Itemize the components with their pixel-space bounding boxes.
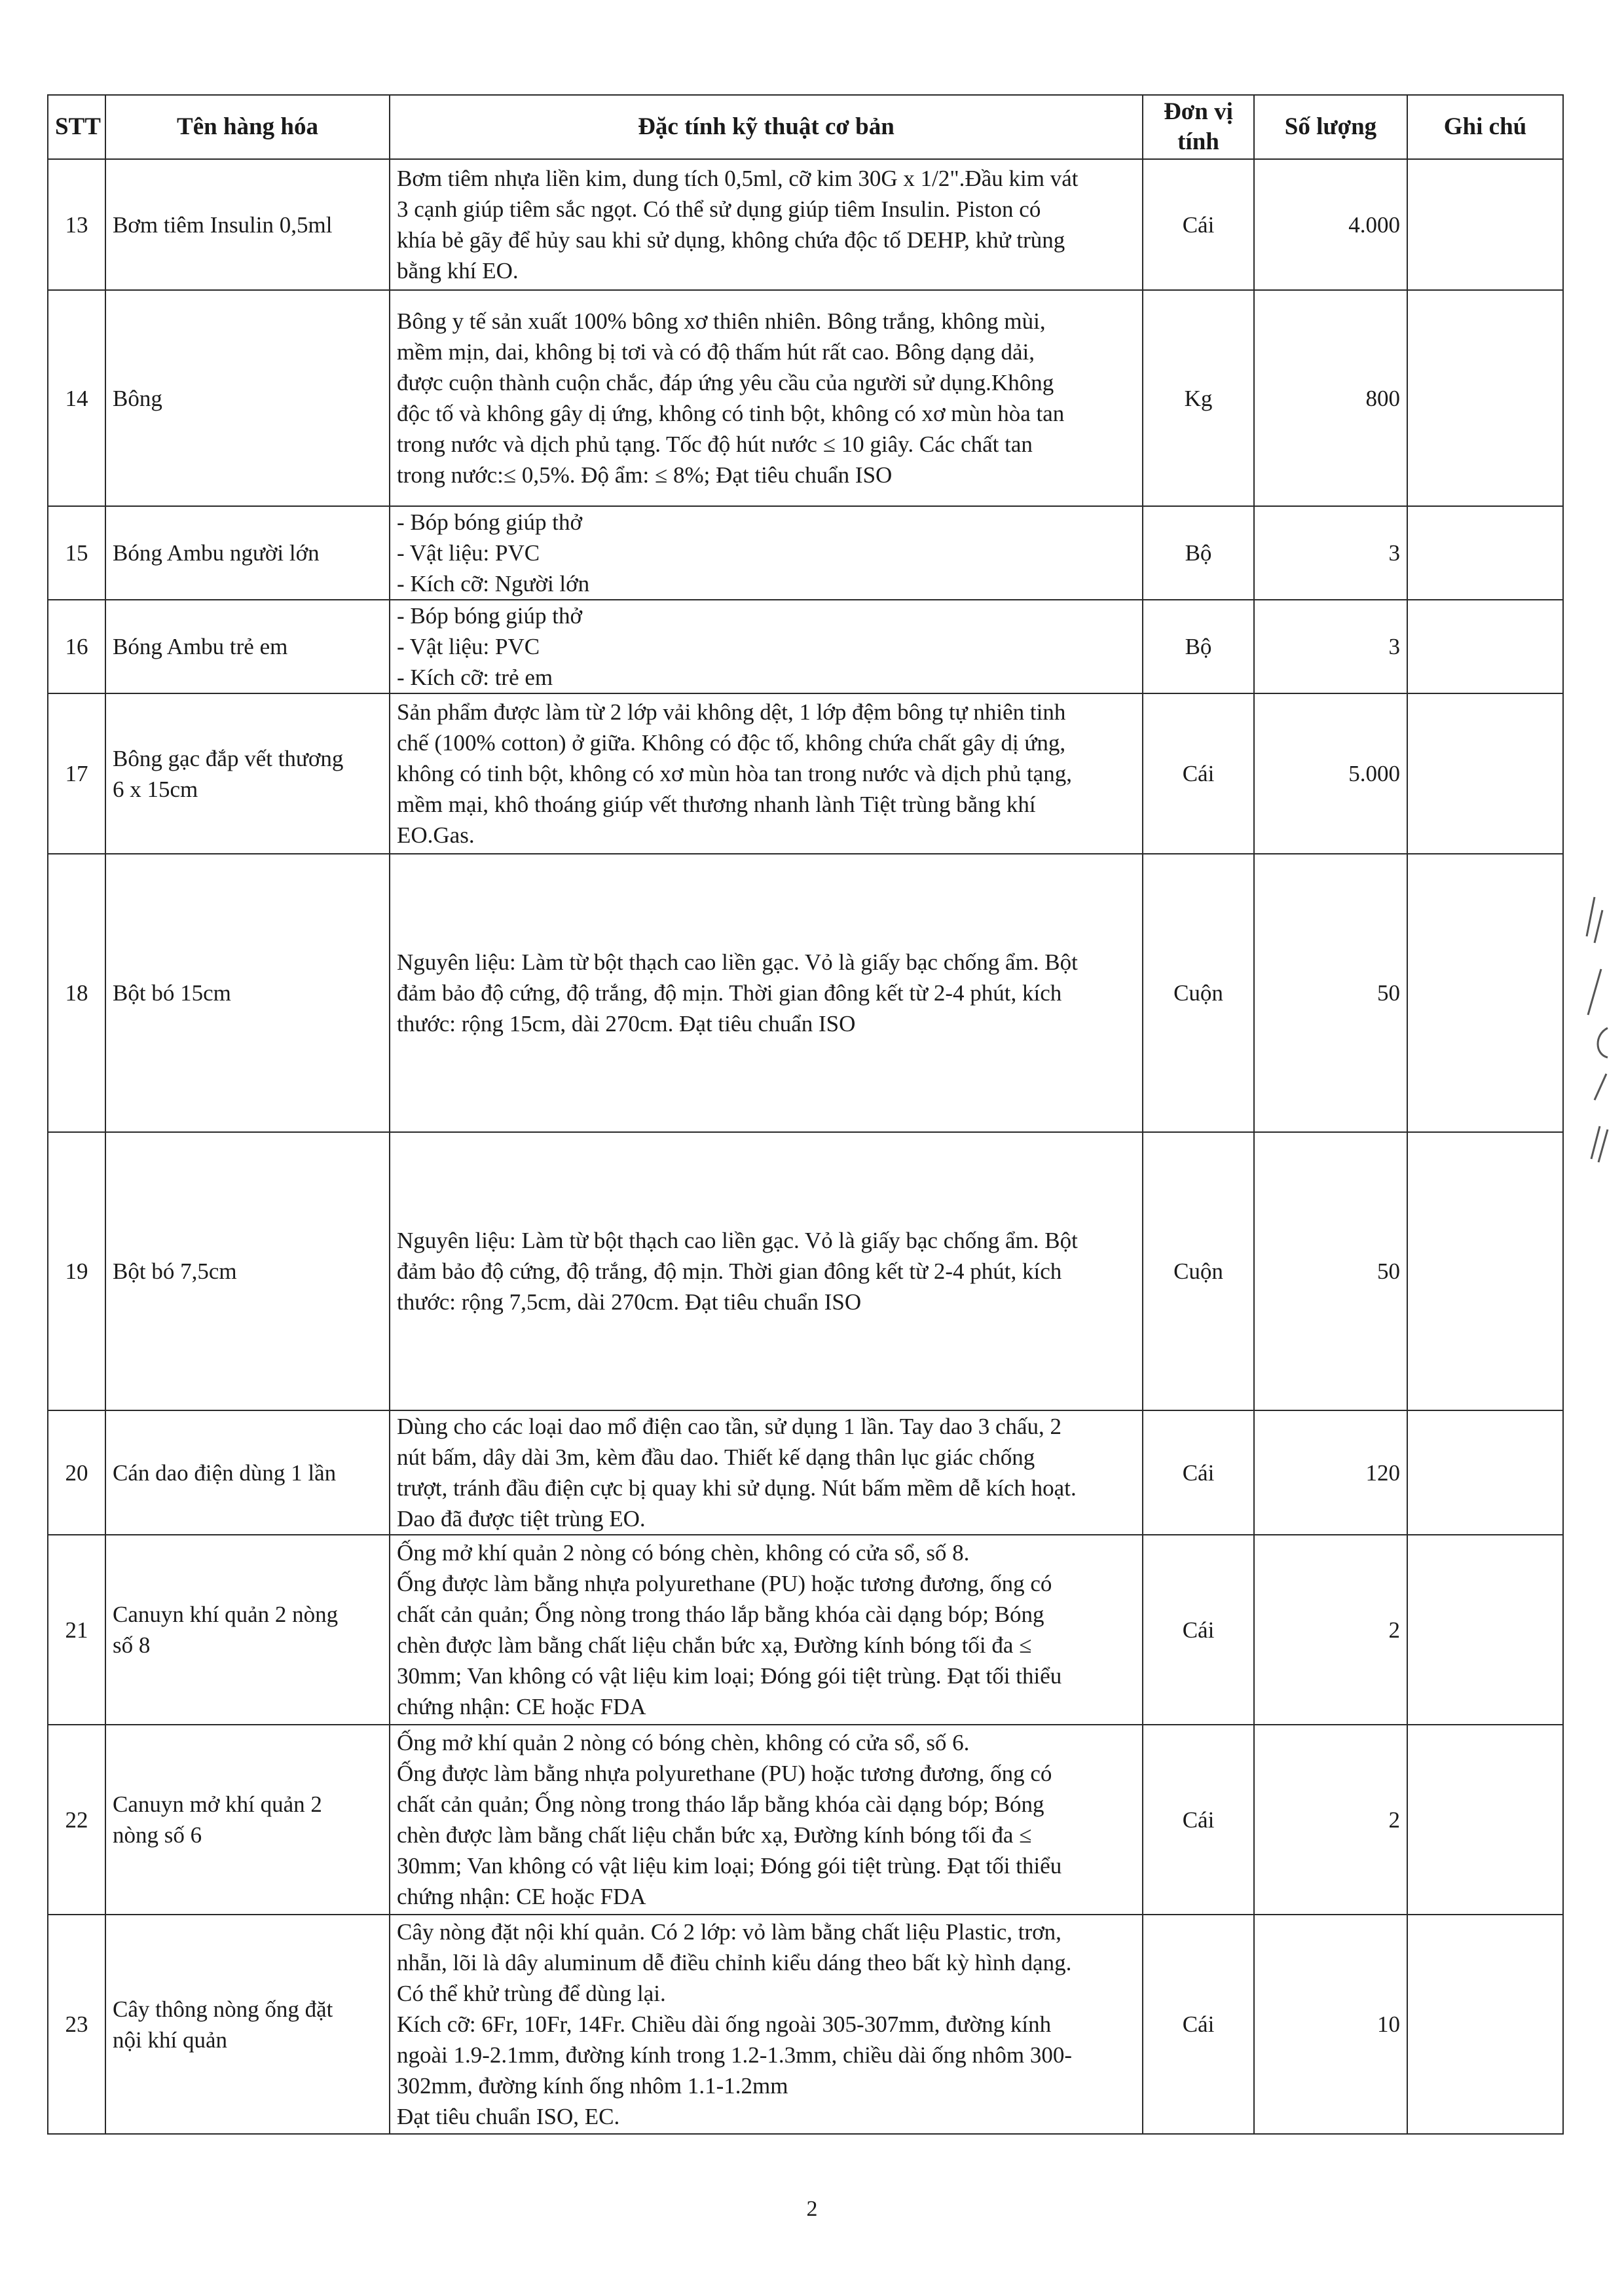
cell-spec-line: mềm mịn, dai, không bị tơi và có độ thấm hút rất cao. Bông dạng dải, bbox=[397, 339, 1035, 365]
cell-spec bbox=[390, 1535, 1143, 1725]
cell-name bbox=[105, 506, 390, 600]
cell-unit: Cái bbox=[1143, 693, 1254, 854]
cell-spec-line: - Bóp bóng giúp thở bbox=[397, 509, 582, 535]
cell-spec-line: - Bóp bóng giúp thở bbox=[397, 603, 582, 629]
cell-stt: 21 bbox=[48, 1535, 105, 1725]
cell-stt: 13 bbox=[48, 159, 105, 290]
cell-spec-line: thước: rộng 15cm, dài 270cm. Đạt tiêu chuẩn ISO bbox=[397, 1011, 856, 1037]
cell-stt: 18 bbox=[48, 854, 105, 1132]
cell-qty: 5.000 bbox=[1254, 693, 1407, 854]
cell-name bbox=[105, 1132, 390, 1410]
cell-name bbox=[105, 1915, 390, 2134]
table-row bbox=[48, 1915, 1563, 2134]
cell-spec-line: Nguyên liệu: Làm từ bột thạch cao liền gạc. Vỏ là giấy bạc chống ẩm. Bột bbox=[397, 949, 1078, 975]
cell-spec-line: Dao đã được tiệt trùng EO. bbox=[397, 1506, 646, 1532]
cell-note bbox=[1407, 693, 1563, 854]
cell-qty: 2 bbox=[1254, 1535, 1407, 1725]
cell-name bbox=[105, 159, 390, 290]
cell-note bbox=[1407, 1410, 1563, 1535]
table-row bbox=[48, 1410, 1563, 1535]
cell-unit: Cái bbox=[1143, 1725, 1254, 1915]
table-row bbox=[48, 290, 1563, 506]
cell-name bbox=[105, 854, 390, 1132]
cell-spec-line: được cuộn thành cuộn chắc, đáp ứng yêu cầu của người sử dụng.Không bbox=[397, 370, 1054, 395]
cell-stt: 15 bbox=[48, 506, 105, 600]
cell-note bbox=[1407, 854, 1563, 1132]
cell-qty: 4.000 bbox=[1254, 159, 1407, 290]
cell-name-line: Bột bó 15cm bbox=[113, 980, 231, 1006]
cell-name-line: Cán dao điện dùng 1 lần bbox=[113, 1460, 337, 1486]
cell-spec-line: Bơm tiêm nhựa liền kim, dung tích 0,5ml, cỡ kim 30G x 1/2".Đầu kim vát bbox=[397, 166, 1079, 191]
cell-spec-line: Cây nòng đặt nội khí quản. Có 2 lớp: vỏ làm bằng chất liệu Plastic, trơn, bbox=[397, 1919, 1061, 1945]
header-qty: Số lượng bbox=[1254, 95, 1407, 159]
cell-name bbox=[105, 1410, 390, 1535]
cell-spec bbox=[390, 600, 1143, 693]
cell-name-line: nòng số 6 bbox=[113, 1822, 202, 1848]
cell-spec-line: Bông y tế sản xuất 100% bông xơ thiên nhiên. Bông trắng, không mùi, bbox=[397, 308, 1046, 334]
cell-stt: 16 bbox=[48, 600, 105, 693]
cell-name bbox=[105, 1535, 390, 1725]
cell-spec bbox=[390, 1915, 1143, 2134]
cell-name bbox=[105, 1725, 390, 1915]
cell-spec-line: Có thể khử trùng để dùng lại. bbox=[397, 1981, 666, 2006]
cell-qty: 50 bbox=[1254, 1132, 1407, 1410]
cell-name-line: Bông bbox=[113, 385, 162, 411]
cell-spec-line: chứng nhận: CE hoặc FDA bbox=[397, 1694, 646, 1719]
cell-qty: 10 bbox=[1254, 1915, 1407, 2134]
cell-spec-line: 30mm; Van không có vật liệu kim loại; Đóng gói tiệt trùng. Đạt tối thiểu bbox=[397, 1853, 1062, 1879]
cell-spec-line: trượt, tránh đầu điện cực bị quay khi sử dụng. Nút bấm mềm dễ kích hoạt. bbox=[397, 1475, 1077, 1501]
cell-spec-line: 302mm, đường kính ống nhôm 1.1-1.2mm bbox=[397, 2073, 788, 2099]
table-row bbox=[48, 506, 1563, 600]
cell-spec-line: trong nước:≤ 0,5%. Độ ẩm: ≤ 8%; Đạt tiêu chuẩn ISO bbox=[397, 462, 893, 488]
cell-spec-line: chất cản quản; Ống nòng trong tháo lắp bằng khóa cài dạng bóp; Bóng bbox=[397, 1791, 1044, 1817]
goods-table bbox=[47, 94, 1564, 2135]
cell-unit: Cái bbox=[1143, 1535, 1254, 1725]
cell-spec bbox=[390, 506, 1143, 600]
cell-stt: 17 bbox=[48, 693, 105, 854]
cell-name-line: Bột bó 7,5cm bbox=[113, 1258, 237, 1284]
cell-spec-line: Kích cỡ: 6Fr, 10Fr, 14Fr. Chiều dài ống ngoài 305-307mm, đường kính bbox=[397, 2011, 1052, 2037]
cell-spec bbox=[390, 290, 1143, 506]
cell-name-line: Bóng Ambu trẻ em bbox=[113, 634, 288, 659]
cell-unit: Cuộn bbox=[1143, 854, 1254, 1132]
cell-spec-line: - Vật liệu: PVC bbox=[397, 634, 540, 659]
cell-note bbox=[1407, 159, 1563, 290]
cell-spec-line: EO.Gas. bbox=[397, 822, 475, 848]
cell-note bbox=[1407, 506, 1563, 600]
header-row bbox=[48, 95, 1563, 159]
cell-spec-line: 30mm; Van không có vật liệu kim loại; Đóng gói tiệt trùng. Đạt tối thiểu bbox=[397, 1663, 1062, 1689]
cell-name-line: số 8 bbox=[113, 1632, 151, 1658]
header-unit-line: tính bbox=[1177, 128, 1219, 155]
table-row bbox=[48, 1535, 1563, 1725]
cell-spec-line: khía bẻ gãy để hủy sau khi sử dụng, không chứa độc tố DEHP, khử trùng bbox=[397, 227, 1065, 253]
cell-unit: Cái bbox=[1143, 1915, 1254, 2134]
cell-spec-line: chèn được làm bằng chất liệu chắn bức xạ, Đường kính bóng tối đa ≤ bbox=[397, 1822, 1032, 1848]
cell-spec-line: 3 cạnh giúp tiêm sắc ngọt. Có thể sử dụng giúp tiêm Insulin. Piston có bbox=[397, 196, 1041, 222]
cell-unit: Bộ bbox=[1143, 600, 1254, 693]
cell-spec bbox=[390, 1725, 1143, 1915]
cell-name-line: Bóng Ambu người lớn bbox=[113, 540, 320, 566]
cell-spec-line: chất cản quản; Ống nòng trong tháo lắp bằng khóa cài dạng bóp; Bóng bbox=[397, 1602, 1044, 1627]
cell-note bbox=[1407, 600, 1563, 693]
cell-note bbox=[1407, 1132, 1563, 1410]
cell-qty: 3 bbox=[1254, 506, 1407, 600]
cell-spec-line: Ống được làm bằng nhựa polyurethane (PU) hoặc tương đương, ống có bbox=[397, 1761, 1052, 1786]
cell-name-line: Cây thông nòng ống đặt bbox=[113, 1996, 333, 2022]
header-unit bbox=[1143, 95, 1254, 159]
handwritten-mark-icon bbox=[1575, 890, 1621, 1166]
cell-qty: 120 bbox=[1254, 1410, 1407, 1535]
cell-note bbox=[1407, 290, 1563, 506]
cell-unit: Cái bbox=[1143, 159, 1254, 290]
cell-spec-line: Dùng cho các loại dao mổ điện cao tần, sử dụng 1 lần. Tay dao 3 chấu, 2 bbox=[397, 1414, 1062, 1439]
table-row bbox=[48, 693, 1563, 854]
cell-spec bbox=[390, 1132, 1143, 1410]
cell-spec-line: chế (100% cotton) ở giữa. Không có độc tố, không chứa chất gây dị ứng, bbox=[397, 730, 1066, 756]
cell-spec-line: độc tố và không gây dị ứng, không có tinh bột, không có xơ mùn hòa tan bbox=[397, 401, 1065, 426]
cell-name-line: Bông gạc đắp vết thương bbox=[113, 745, 344, 771]
cell-spec-line: bằng khí EO. bbox=[397, 258, 519, 284]
cell-spec-line: mềm mại, khô thoáng giúp vết thương nhanh lành Tiệt trùng bằng khí bbox=[397, 792, 1036, 817]
page-number: 2 bbox=[806, 2197, 818, 2221]
cell-spec bbox=[390, 854, 1143, 1132]
cell-qty: 3 bbox=[1254, 600, 1407, 693]
cell-spec bbox=[390, 693, 1143, 854]
cell-note bbox=[1407, 1725, 1563, 1915]
cell-spec-line: chèn được làm bằng chất liệu chắn bức xạ, Đường kính bóng tối đa ≤ bbox=[397, 1632, 1032, 1658]
cell-spec-line: Đạt tiêu chuẩn ISO, EC. bbox=[397, 2104, 620, 2129]
cell-stt: 20 bbox=[48, 1410, 105, 1535]
cell-unit: Cái bbox=[1143, 1410, 1254, 1535]
cell-name bbox=[105, 693, 390, 854]
cell-spec-line: - Kích cỡ: Người lớn bbox=[397, 571, 590, 597]
table-row bbox=[48, 600, 1563, 693]
cell-spec-line: - Kích cỡ: trẻ em bbox=[397, 665, 553, 690]
cell-spec-line: trong nước và dịch phủ tạng. Tốc độ hút nước ≤ 10 giây. Các chất tan bbox=[397, 431, 1033, 457]
cell-spec-line: chứng nhận: CE hoặc FDA bbox=[397, 1884, 646, 1909]
cell-spec-line: đảm bảo độ cứng, độ trắng, độ mịn. Thời gian đông kết từ 2-4 phút, kích bbox=[397, 980, 1062, 1006]
cell-stt: 19 bbox=[48, 1132, 105, 1410]
cell-spec-line: không có tinh bột, không có xơ mùn hòa tan trong nước và dịch phủ tạng, bbox=[397, 761, 1072, 786]
cell-spec-line: thước: rộng 7,5cm, dài 270cm. Đạt tiêu chuẩn ISO bbox=[397, 1289, 862, 1315]
header-name: Tên hàng hóa bbox=[105, 95, 390, 159]
cell-stt: 14 bbox=[48, 290, 105, 506]
table-row bbox=[48, 1725, 1563, 1915]
table-row bbox=[48, 1132, 1563, 1410]
cell-unit: Cuộn bbox=[1143, 1132, 1254, 1410]
cell-name-line: 6 x 15cm bbox=[113, 776, 198, 802]
cell-spec-line: Sản phẩm được làm từ 2 lớp vải không dệt, 1 lớp đệm bông tự nhiên tinh bbox=[397, 699, 1066, 725]
header-unit-line: Đơn vị bbox=[1164, 98, 1233, 125]
cell-note bbox=[1407, 1535, 1563, 1725]
cell-spec-line: ngoài 1.9-2.1mm, đường kính trong 1.2-1.3mm, chiều dài ống nhôm 300- bbox=[397, 2042, 1072, 2068]
cell-stt: 23 bbox=[48, 1915, 105, 2134]
header-spec: Đặc tính kỹ thuật cơ bản bbox=[390, 95, 1143, 159]
cell-name-line: Bơm tiêm Insulin 0,5ml bbox=[113, 211, 333, 238]
cell-name-line: nội khí quản bbox=[113, 2027, 227, 2053]
cell-qty: 50 bbox=[1254, 854, 1407, 1132]
cell-qty: 800 bbox=[1254, 290, 1407, 506]
cell-unit: Bộ bbox=[1143, 506, 1254, 600]
header-note: Ghi chú bbox=[1407, 95, 1563, 159]
cell-unit: Kg bbox=[1143, 290, 1254, 506]
cell-qty: 2 bbox=[1254, 1725, 1407, 1915]
cell-spec bbox=[390, 1410, 1143, 1535]
cell-spec-line: - Vật liệu: PVC bbox=[397, 540, 540, 566]
cell-name-line: Canuyn khí quản 2 nòng bbox=[113, 1602, 339, 1627]
cell-name bbox=[105, 600, 390, 693]
cell-spec-line: đảm bảo độ cứng, độ trắng, độ mịn. Thời gian đông kết từ 2-4 phút, kích bbox=[397, 1258, 1062, 1284]
header-stt: STT bbox=[48, 95, 105, 159]
table-row bbox=[48, 159, 1563, 290]
cell-spec bbox=[390, 159, 1143, 290]
cell-spec-line: Ống mở khí quản 2 nòng có bóng chèn, không có cửa sổ, số 6. bbox=[397, 1730, 970, 1755]
cell-stt: 22 bbox=[48, 1725, 105, 1915]
table-row bbox=[48, 854, 1563, 1132]
cell-note bbox=[1407, 1915, 1563, 2134]
cell-spec-line: nút bấm, dây dài 3m, kèm đầu dao. Thiết kế dạng thân lục giác chống bbox=[397, 1444, 1035, 1470]
cell-spec-line: Ống mở khí quản 2 nòng có bóng chèn, không có cửa sổ, số 8. bbox=[397, 1540, 970, 1566]
cell-spec-line: Nguyên liệu: Làm từ bột thạch cao liền gạc. Vỏ là giấy bạc chống ẩm. Bột bbox=[397, 1228, 1078, 1253]
cell-spec-line: Ống được làm bằng nhựa polyurethane (PU) hoặc tương đương, ống có bbox=[397, 1571, 1052, 1596]
table-body bbox=[48, 159, 1563, 2134]
cell-name-line: Canuyn mở khí quản 2 bbox=[113, 1791, 322, 1817]
cell-spec-line: nhẵn, lõi là dây aluminum dễ điều chỉnh kiểu dáng theo bất kỳ hình dạng. bbox=[397, 1950, 1072, 1975]
cell-name bbox=[105, 290, 390, 506]
